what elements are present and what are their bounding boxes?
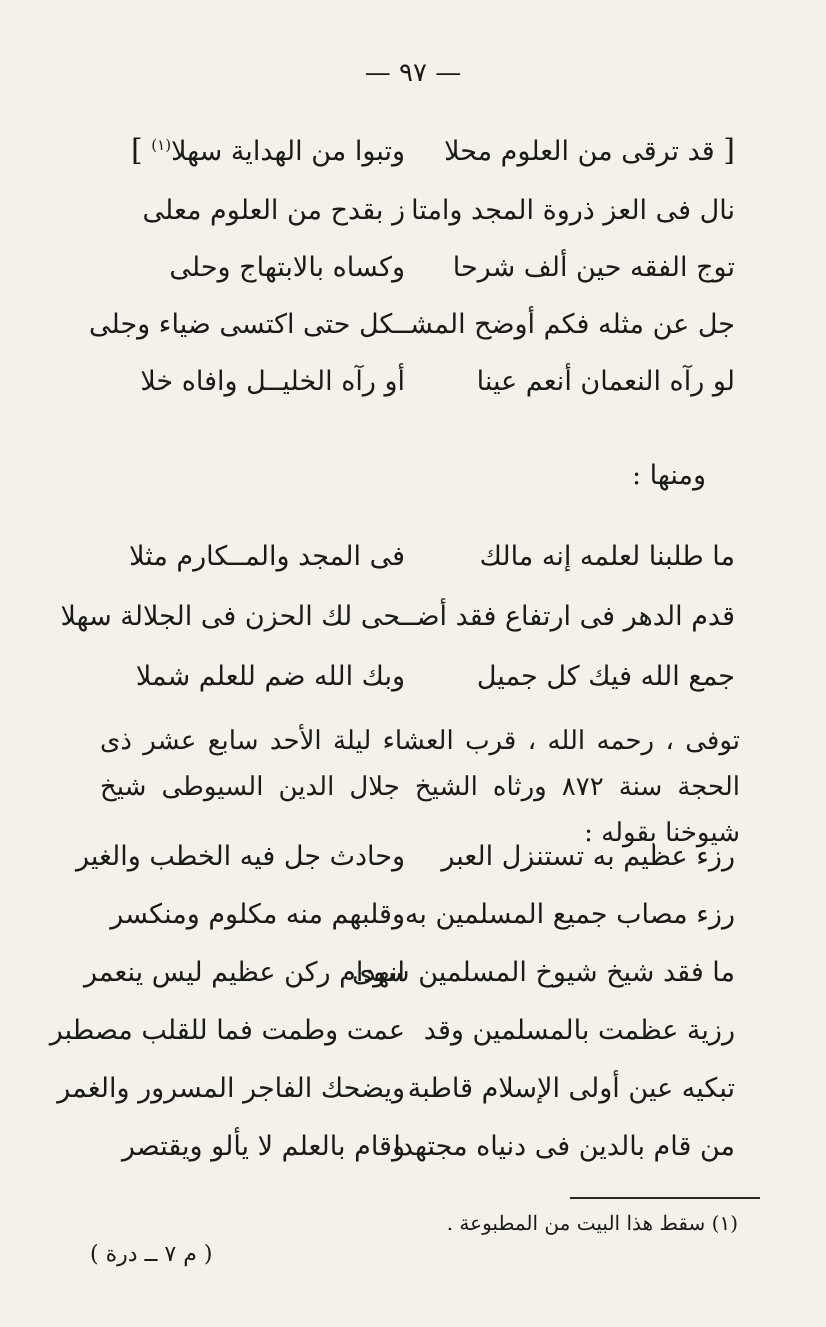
verse-line (110, 355, 735, 407)
section-label: ومنها : (632, 460, 706, 491)
verse-hemistich: وحادث جل فيه الخطب والغير (75, 840, 405, 872)
verse-line (110, 650, 735, 702)
verse-hemistich: ز بقدح من العلوم معلى (142, 194, 405, 226)
verse-hemistich: فى المجد والمــكارم مثلا (129, 540, 405, 572)
verse-hemistich: قد ترقى من العلوم محلا (444, 135, 715, 167)
verse-line (57, 1062, 735, 1114)
verse-hemistich: رزء عظيم به تستنزل العبر (441, 840, 735, 872)
verse-hemistich: وبك الله ضم للعلم شملا (135, 660, 405, 692)
bracket-close: ] (130, 132, 143, 168)
verse-hemistich: عمت وطمت فما للقلب مصطبر (49, 1014, 405, 1046)
verse-hemistich: جمع الله فيك كل جميل (476, 660, 735, 692)
verse-full: قدم الدهر فى ارتفاع فقد أضــحى لك الحزن فى الجلالة سهلا (60, 600, 735, 632)
verse-line (110, 241, 735, 293)
verse-hemistich: وقام بالعلم لا يألو ويقتصر (121, 1130, 405, 1162)
footnote-marker: (١) (151, 135, 172, 154)
verse-hemistich: ما طلبنا لعلمه إنه مالك (479, 540, 735, 572)
verse-hemistich: رزء مصاب جميع المسلمين به (404, 898, 735, 930)
verse-hemistich: انهدام ركن عظيم ليس ينعمر (84, 956, 405, 988)
verse-line (60, 590, 735, 642)
verse-line (89, 298, 735, 350)
verse-hemistich: من قام بالدين فى دنياه مجتهدا (393, 1130, 735, 1162)
verse-hemistich: توج الفقه حين ألف شرحا (452, 251, 735, 283)
verse-line (75, 830, 735, 882)
verse-line (110, 888, 735, 940)
verse-full: جل عن مثله فكم أوضح المشــكل حتى اكتسى ضياء وجلى (89, 308, 735, 340)
verse-hemistich: أو رآه الخليــل وافاه خلا (140, 365, 405, 397)
bracket-open: [ (723, 132, 735, 168)
footnote-rule (570, 1197, 760, 1199)
verse-line (110, 124, 735, 176)
verse-hemistich: وتبوا من الهداية سهلا (171, 135, 405, 167)
footnote: (١) سقط هذا البيت من المطبوعة . (446, 1211, 738, 1235)
verse-hemistich: وقلبهم منه مكلوم ومنكسر (110, 898, 405, 930)
verse-line (110, 1120, 735, 1172)
verse-hemistich: ويضحك الفاجر المسرور والغمر (57, 1072, 405, 1104)
verse-line (84, 946, 735, 998)
signature-mark: ( م ٧ ــ درة ) (90, 1242, 213, 1267)
verse-line (49, 1004, 735, 1056)
verse-hemistich: لو رآه النعمان أنعم عينا (476, 365, 735, 397)
verse-line (110, 184, 735, 236)
verse-line (110, 530, 735, 582)
verse-hemistich: نال فى العز ذروة المجد وامتا (411, 194, 735, 226)
verse-hemistich: وكساه بالابتهاج وحلى (169, 251, 405, 283)
verse-hemistich: رزية عظمت بالمسلمين وقد (423, 1014, 735, 1046)
page-number: — ٩٧ — (364, 58, 462, 88)
verse-hemistich: تبكيه عين أولى الإسلام قاطبة (407, 1072, 735, 1104)
verse-hemistich: ما فقد شيخ شيوخ المسلمين سوى (351, 956, 735, 988)
prose-paragraph: توفى ، رحمه الله ، قرب العشاء ليلة الأحد سابع عشر ذى الحجة سنة ٨٧٢ ورثاه الشيخ جلال الدين السيوطى شيخ شيوخنا بقوله : (100, 726, 740, 848)
